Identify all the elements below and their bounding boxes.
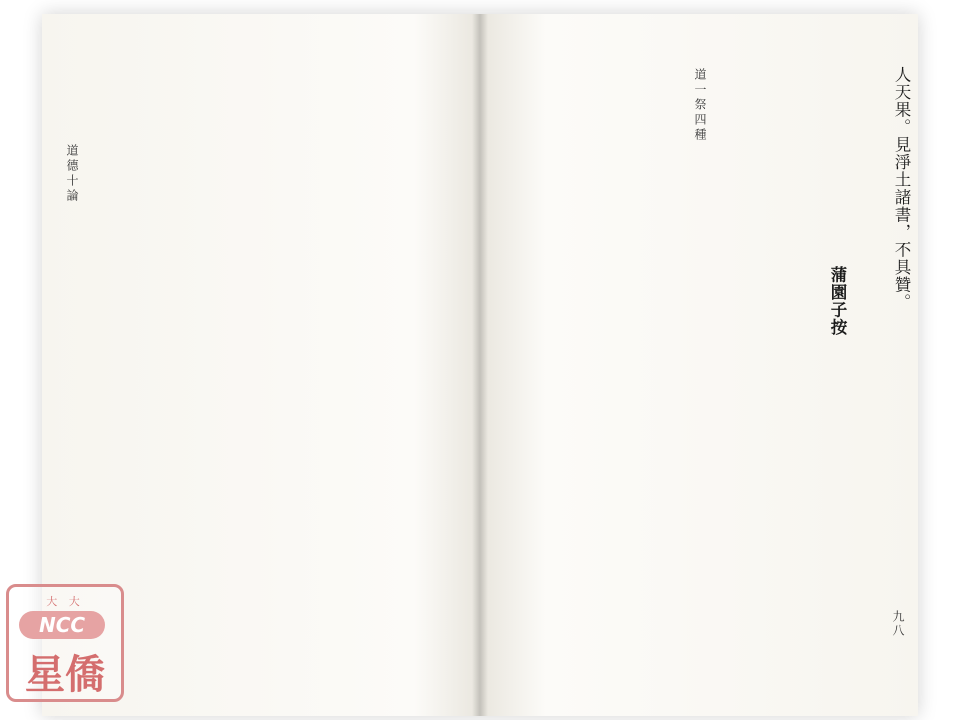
right-page bbox=[480, 14, 918, 716]
page-number: 九八 bbox=[891, 610, 905, 638]
stamp-top-text: 大 大 bbox=[46, 595, 84, 608]
left-running-head: 道德十論 bbox=[65, 144, 79, 204]
stamp-name: 星僑 bbox=[25, 652, 105, 698]
book-spread bbox=[42, 14, 918, 716]
right-running-head: 道一祭四種 bbox=[693, 68, 707, 143]
text-column-1: 人天果。見淨土諸書，不具贊。 bbox=[892, 66, 911, 311]
book-gutter bbox=[472, 14, 488, 716]
commentary-title: 蒲園子按 bbox=[828, 266, 847, 336]
watermark-stamp bbox=[6, 584, 124, 702]
stamp-badge: NCC bbox=[19, 611, 105, 639]
